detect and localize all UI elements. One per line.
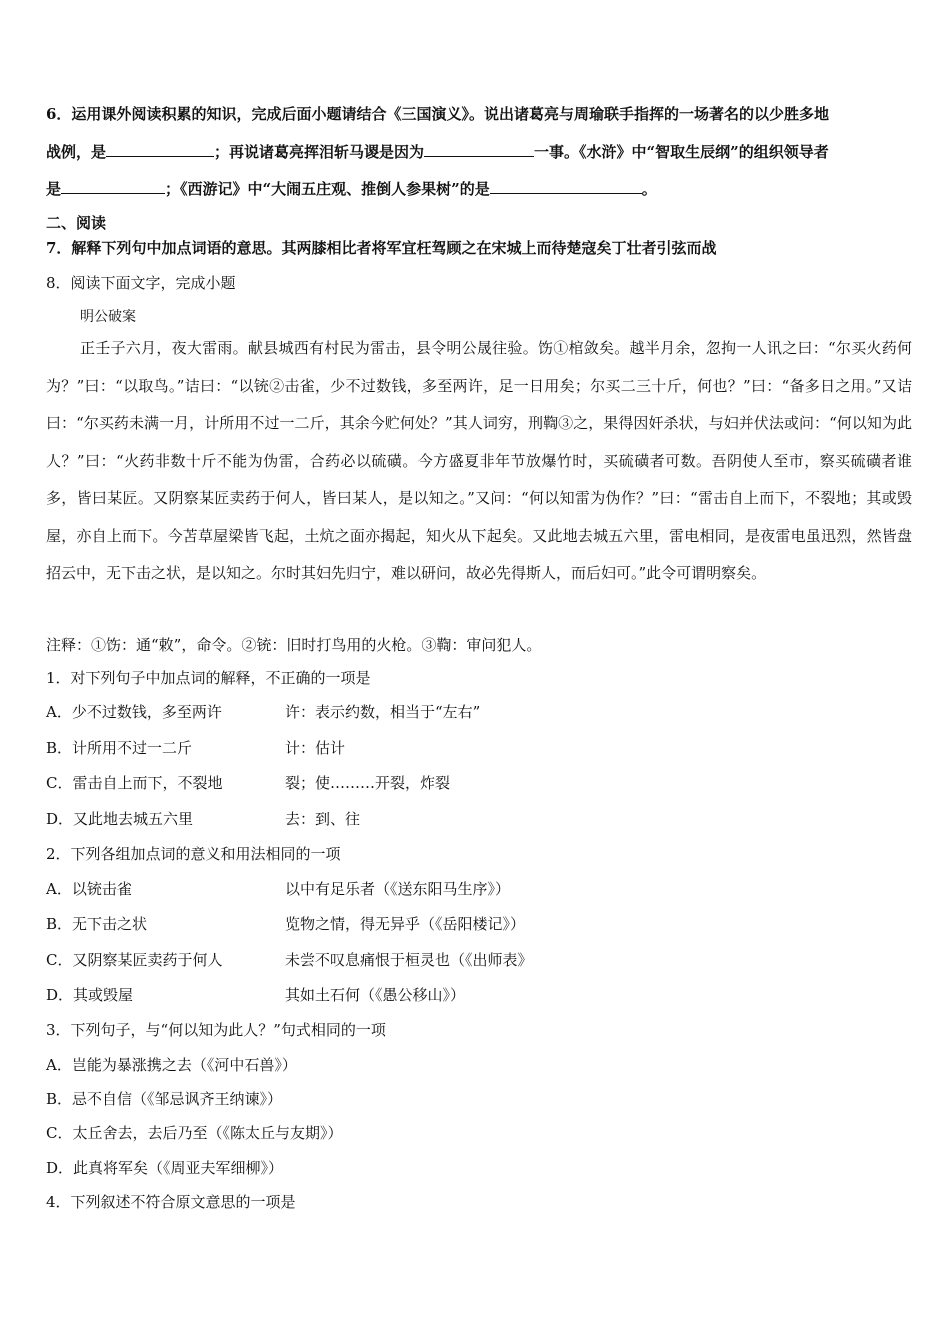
sub2-option-b[interactable]: B．无下击之状	[46, 915, 148, 933]
q6-line-3	[46, 178, 657, 199]
sub2-option-d-compare: 其如土石何（《愚公移山》）	[285, 986, 466, 1004]
sub4-stem: 4．下列叙述不符合原文意思的一项是	[46, 1193, 296, 1211]
sub3-option-d[interactable]: D．此真将军矣（《周亚夫军细柳》）	[46, 1159, 284, 1177]
sub1-option-b-gloss: 计：估计	[285, 739, 346, 757]
q6-text: 一事。《水浒》中“智取生辰纲”的组织领导者	[534, 143, 829, 161]
answer-blank-3[interactable]	[61, 179, 165, 194]
sub2-stem: 2．下列各组加点词的意义和用法相同的一项	[46, 845, 341, 863]
sub3-option-b[interactable]: B．忌不自信（《邹忌讽齐王纳谏》）	[46, 1090, 283, 1108]
answer-blank-4[interactable]	[490, 179, 642, 194]
sub2-option-b-compare: 览物之情，得无异乎（《岳阳楼记》）	[285, 915, 526, 933]
answer-blank-1[interactable]	[106, 142, 214, 157]
q6-text: ；《西游记》中“大闹五庄观、推倒人参果树”的是	[165, 180, 490, 198]
answer-blank-2[interactable]	[424, 142, 534, 157]
sub2-option-c-compare: 未尝不叹息痛恨于桓灵也（《出师表》	[285, 951, 533, 969]
q6-text: 战例，是	[46, 143, 107, 161]
section-title: 二、阅读	[46, 214, 107, 232]
sub1-option-d-gloss: 去：到、往	[285, 810, 361, 828]
passage-title: 明公破案	[80, 309, 136, 325]
q6-line-1: 6．运用课外阅读积累的知识，完成后面小题请结合《三国演义》。说出诸葛亮与周瑜联手指挥的一场著名的以少胜多地	[46, 105, 829, 123]
sub3-stem: 3．下列句子，与“何以知为此人？”句式相同的一项	[46, 1021, 386, 1039]
sub2-option-d[interactable]: D．其或毁屋	[46, 986, 134, 1004]
sub3-option-a[interactable]: A．岂能为暴涨携之去（《河中石兽》）	[46, 1056, 297, 1074]
sub2-option-a[interactable]: A．以铳击雀	[46, 880, 132, 898]
q6-text: ；再说诸葛亮挥泪斩马谡是因为	[214, 143, 425, 161]
notes: 注释：①饬：通“敕”，命令。②铳：旧时打鸟用的火枪。③鞫：审问犯人。	[46, 636, 542, 654]
sub1-option-a[interactable]: A．少不过数钱，多至两许	[46, 703, 222, 721]
passage-text: 正壬子六月，夜大雷雨。献县城西有村民为雷击，县令明公晟往验。饬①棺敛矣。越半月余，忽拘一人讯之曰：“尔买火药何为？”曰：“以取鸟。”诘曰：“以铳②击雀，少不过数钱，多至两许，足一日用矣；尔买二三十斤，何也？”曰：“备多日之用。”又诘曰：“尔买药未满一月，计所用不过一二斤，其余今贮何处？”其人词穷，刑鞫③之，果得因奸杀状，与妇并伏法或问：“何以知为此人？”曰：“火药非数十斤不能为伪雷，合药必以硫磺。今方盛夏非年节放爆竹时，买硫磺者可数。吾阴使人至市，察买硫磺者谁多，皆曰某匠。又阴察某匠卖药于何人，皆曰某人，是以知之。”又问：“何以知雷为伪作？”曰：“雷击自上而下，不裂地；其或毁屋，亦自上而下。今苫草屋梁皆飞起，土炕之面亦揭起，知火从下起矣。又此地去城五六里，雷电相同，是夜雷电虽迅烈，然皆盘招云中，无下击之状，是以知之。尔时其妇先归宁，难以研问，故必先得斯人，而后妇可。”此令可谓明察矣。	[46, 339, 912, 582]
q6-text: 。	[641, 180, 657, 198]
sub1-stem: 1．对下列句子中加点词的解释，不正确的一项是	[46, 669, 371, 687]
sub2-option-a-compare: 以中有足乐者（《送东阳马生序》）	[285, 880, 511, 898]
q7-text: 7．解释下列句中加点词语的意思。其两膝相比者将军宜枉驾顾之在宋城上而待楚寇矣丁壮者引弦而战	[46, 239, 717, 257]
passage	[46, 330, 912, 593]
sub1-option-c-gloss: 裂；使………开裂，炸裂	[285, 774, 451, 792]
sub2-option-c[interactable]: C．又阴察某匠卖药于何人	[46, 951, 223, 969]
sub1-option-a-gloss: 许：表示约数，相当于“左右”	[285, 703, 481, 721]
sub1-option-b[interactable]: B．计所用不过一二斤	[46, 739, 193, 757]
sub3-option-c[interactable]: C．太丘舍去，去后乃至（《陈太丘与友期》）	[46, 1124, 343, 1142]
q8-intro: 8．阅读下面文字，完成小题	[46, 274, 236, 292]
sub1-option-d[interactable]: D．又此地去城五六里	[46, 810, 194, 828]
sub1-option-c[interactable]: C．雷击自上而下，不裂地	[46, 774, 223, 792]
q6-line-2	[46, 141, 829, 162]
q6-text: 是	[46, 180, 62, 198]
